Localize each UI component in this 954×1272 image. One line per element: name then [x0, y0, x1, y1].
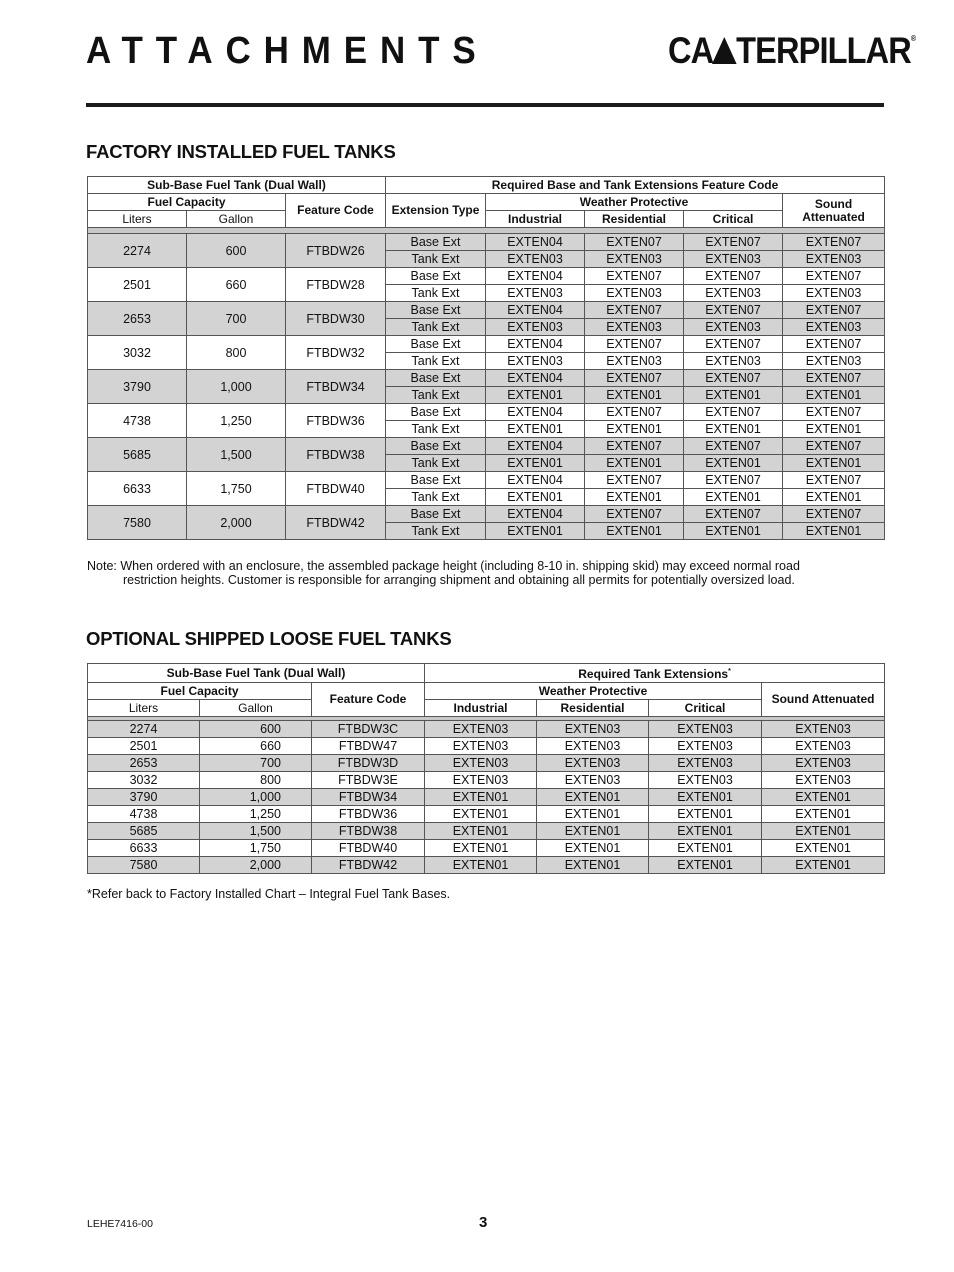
cell-critical: EXTEN07	[684, 472, 783, 489]
table-row	[88, 370, 885, 387]
header-rule	[86, 103, 884, 107]
cell-feature-code: FTBDW47	[312, 738, 425, 755]
cell-sound-attenuated: EXTEN07	[783, 506, 885, 523]
cell-critical: EXTEN07	[684, 404, 783, 421]
header-industrial: Industrial	[425, 700, 537, 717]
cell-industrial: EXTEN03	[425, 738, 537, 755]
cell-critical: EXTEN07	[684, 302, 783, 319]
cell-sound-attenuated: EXTEN01	[783, 523, 885, 540]
cell-industrial: EXTEN04	[486, 336, 585, 353]
table-row	[88, 404, 885, 421]
cell-critical: EXTEN07	[684, 234, 783, 251]
cell-residential: EXTEN03	[585, 353, 684, 370]
cell-liters: 4738	[88, 806, 200, 823]
header-required	[425, 664, 885, 683]
cell-gallon: 660	[200, 738, 312, 755]
cell-critical: EXTEN07	[684, 268, 783, 285]
table-row	[88, 857, 885, 874]
table-row	[88, 268, 885, 285]
cell-residential: EXTEN07	[585, 370, 684, 387]
cell-residential: EXTEN03	[585, 285, 684, 302]
cell-feature-code: FTBDW3E	[312, 772, 425, 789]
cell-feature-code: FTBDW42	[312, 857, 425, 874]
cell-sound-attenuated: EXTEN07	[783, 472, 885, 489]
note-line-2: restriction heights. Customer is responsible for arranging shipment and obtaining all permits for potentially oversized load.	[123, 573, 795, 587]
cell-critical: EXTEN01	[649, 806, 762, 823]
cell-gallon: 1,000	[200, 789, 312, 806]
cell-liters: 6633	[88, 472, 187, 506]
header-critical: Critical	[649, 700, 762, 717]
table-row	[88, 806, 885, 823]
caterpillar-logo: CA TERPILLAR®	[668, 30, 916, 71]
cell-feature-code: FTBDW42	[286, 506, 386, 540]
header-residential: Residential	[537, 700, 649, 717]
cell-feature-code: FTBDW30	[286, 302, 386, 336]
cell-critical: EXTEN01	[649, 840, 762, 857]
cell-industrial: EXTEN01	[425, 823, 537, 840]
cell-critical: EXTEN01	[684, 489, 783, 506]
cell-residential: EXTEN07	[585, 302, 684, 319]
cell-gallon: 600	[187, 234, 286, 268]
cell-gallon: 700	[187, 302, 286, 336]
cell-critical: EXTEN01	[684, 455, 783, 472]
cell-industrial: EXTEN04	[486, 302, 585, 319]
header-sound-attenuated: Sound Attenuated	[783, 194, 885, 228]
cell-liters: 2501	[88, 268, 187, 302]
cell-residential: EXTEN03	[537, 755, 649, 772]
cell-liters: 5685	[88, 823, 200, 840]
cell-liters: 2274	[88, 721, 200, 738]
cell-extension-type: Base Ext	[386, 336, 486, 353]
table-row	[88, 789, 885, 806]
cell-residential: EXTEN01	[537, 857, 649, 874]
cell-liters: 2653	[88, 755, 200, 772]
cell-residential: EXTEN03	[585, 319, 684, 336]
cell-residential: EXTEN03	[537, 772, 649, 789]
cell-residential: EXTEN01	[585, 421, 684, 438]
header-weather-protective: Weather Protective	[425, 683, 762, 700]
cell-feature-code: FTBDW38	[312, 823, 425, 840]
header-feature-code: Feature Code	[312, 683, 425, 717]
cell-residential: EXTEN07	[585, 336, 684, 353]
cell-feature-code: FTBDW3D	[312, 755, 425, 772]
document-id: LEHE7416-00	[87, 1218, 153, 1230]
cell-sound-attenuated: EXTEN07	[783, 302, 885, 319]
cell-sound-attenuated: EXTEN03	[762, 755, 885, 772]
cell-residential: EXTEN01	[537, 823, 649, 840]
cell-sound-attenuated: EXTEN07	[783, 234, 885, 251]
cell-liters: 2653	[88, 302, 187, 336]
header-extension-type: Extension Type	[386, 194, 486, 228]
cell-gallon: 700	[200, 755, 312, 772]
cell-critical: EXTEN03	[684, 251, 783, 268]
header-feature-code: Feature Code	[286, 194, 386, 228]
cell-residential: EXTEN03	[537, 721, 649, 738]
cell-gallon: 1,750	[200, 840, 312, 857]
cell-sound-attenuated: EXTEN03	[783, 319, 885, 336]
cell-industrial: EXTEN03	[425, 755, 537, 772]
cell-critical: EXTEN07	[684, 336, 783, 353]
cell-extension-type: Tank Ext	[386, 489, 486, 506]
cell-extension-type: Tank Ext	[386, 285, 486, 302]
cell-residential: EXTEN07	[585, 438, 684, 455]
cell-extension-type: Base Ext	[386, 506, 486, 523]
cell-liters: 3790	[88, 789, 200, 806]
cell-sound-attenuated: EXTEN07	[783, 336, 885, 353]
cell-industrial: EXTEN04	[486, 234, 585, 251]
cell-industrial: EXTEN01	[425, 789, 537, 806]
section-title-loose: OPTIONAL SHIPPED LOOSE FUEL TANKS	[86, 628, 452, 649]
cell-extension-type: Base Ext	[386, 370, 486, 387]
cell-gallon: 1,750	[187, 472, 286, 506]
header-gallon: Gallon	[187, 211, 286, 228]
cell-sound-attenuated: EXTEN07	[783, 404, 885, 421]
cell-sound-attenuated: EXTEN03	[783, 353, 885, 370]
cell-critical: EXTEN01	[684, 523, 783, 540]
cell-critical: EXTEN01	[684, 421, 783, 438]
cell-residential: EXTEN01	[585, 489, 684, 506]
cell-gallon: 1,000	[187, 370, 286, 404]
table-row	[88, 472, 885, 489]
cell-feature-code: FTBDW38	[286, 438, 386, 472]
cell-residential: EXTEN01	[537, 789, 649, 806]
cell-feature-code: FTBDW28	[286, 268, 386, 302]
cell-gallon: 1,500	[200, 823, 312, 840]
cell-sound-attenuated: EXTEN01	[762, 840, 885, 857]
cell-critical: EXTEN03	[649, 738, 762, 755]
footnote: *Refer back to Factory Installed Chart – Integral Fuel Tank Bases.	[87, 887, 451, 901]
cell-extension-type: Tank Ext	[386, 251, 486, 268]
table-row	[88, 738, 885, 755]
cell-residential: EXTEN01	[537, 806, 649, 823]
cell-feature-code: FTBDW34	[286, 370, 386, 404]
header-sub-base: Sub-Base Fuel Tank (Dual Wall)	[88, 177, 386, 194]
cell-sound-attenuated: EXTEN01	[762, 789, 885, 806]
cell-industrial: EXTEN04	[486, 438, 585, 455]
table-row	[88, 234, 885, 251]
cell-residential: EXTEN03	[585, 251, 684, 268]
cell-gallon: 2,000	[187, 506, 286, 540]
cell-extension-type: Tank Ext	[386, 353, 486, 370]
table-row	[88, 302, 885, 319]
table-row	[88, 772, 885, 789]
cell-gallon: 660	[187, 268, 286, 302]
cell-sound-attenuated: EXTEN03	[762, 772, 885, 789]
loose-fuel-tanks-table	[87, 663, 885, 874]
header-sound-attenuated: Sound Attenuated	[762, 683, 885, 717]
header-liters: Liters	[88, 211, 187, 228]
cell-industrial: EXTEN01	[425, 857, 537, 874]
cell-sound-attenuated: EXTEN07	[783, 268, 885, 285]
cell-extension-type: Base Ext	[386, 438, 486, 455]
table-row	[88, 438, 885, 455]
cell-residential: EXTEN07	[585, 268, 684, 285]
cell-critical: EXTEN03	[684, 319, 783, 336]
cell-industrial: EXTEN04	[486, 472, 585, 489]
cell-extension-type: Tank Ext	[386, 523, 486, 540]
factory-note	[87, 559, 887, 587]
cell-gallon: 1,500	[187, 438, 286, 472]
cell-liters: 3790	[88, 370, 187, 404]
header-critical: Critical	[684, 211, 783, 228]
header-industrial: Industrial	[486, 211, 585, 228]
cell-liters: 2501	[88, 738, 200, 755]
cell-industrial: EXTEN01	[486, 421, 585, 438]
cell-feature-code: FTBDW36	[312, 806, 425, 823]
cell-residential: EXTEN07	[585, 506, 684, 523]
cell-gallon: 1,250	[200, 806, 312, 823]
cell-liters: 3032	[88, 772, 200, 789]
cell-sound-attenuated: EXTEN03	[762, 721, 885, 738]
cell-sound-attenuated: EXTEN03	[783, 251, 885, 268]
cell-critical: EXTEN07	[684, 370, 783, 387]
cell-sound-attenuated: EXTEN03	[783, 285, 885, 302]
cell-liters: 5685	[88, 438, 187, 472]
cell-residential: EXTEN07	[585, 234, 684, 251]
cell-critical: EXTEN03	[684, 353, 783, 370]
header-required-label: Required Tank Extensions	[578, 667, 729, 681]
cell-critical: EXTEN01	[649, 857, 762, 874]
cell-extension-type: Base Ext	[386, 472, 486, 489]
cell-critical: EXTEN03	[649, 755, 762, 772]
cell-residential: EXTEN03	[537, 738, 649, 755]
cell-extension-type: Base Ext	[386, 268, 486, 285]
cell-industrial: EXTEN01	[486, 489, 585, 506]
cell-residential: EXTEN01	[585, 523, 684, 540]
cell-sound-attenuated: EXTEN07	[783, 370, 885, 387]
cell-industrial: EXTEN01	[425, 840, 537, 857]
table-row	[88, 506, 885, 523]
header-liters: Liters	[88, 700, 200, 717]
cell-residential: EXTEN07	[585, 404, 684, 421]
cell-industrial: EXTEN01	[486, 387, 585, 404]
cell-liters: 7580	[88, 857, 200, 874]
cell-critical: EXTEN01	[684, 387, 783, 404]
cell-sound-attenuated: EXTEN01	[783, 455, 885, 472]
cell-feature-code: FTBDW3C	[312, 721, 425, 738]
cell-industrial: EXTEN03	[425, 721, 537, 738]
header-weather-protective: Weather Protective	[486, 194, 783, 211]
cell-industrial: EXTEN03	[486, 353, 585, 370]
cell-industrial: EXTEN03	[486, 251, 585, 268]
cell-sound-attenuated: EXTEN07	[783, 438, 885, 455]
table-row	[88, 755, 885, 772]
cell-critical: EXTEN03	[649, 721, 762, 738]
cell-sound-attenuated: EXTEN01	[783, 489, 885, 506]
header-fuel-capacity: Fuel Capacity	[88, 194, 286, 211]
cell-residential: EXTEN07	[585, 472, 684, 489]
header-residential: Residential	[585, 211, 684, 228]
cell-critical: EXTEN01	[649, 823, 762, 840]
cell-extension-type: Tank Ext	[386, 455, 486, 472]
cell-critical: EXTEN07	[684, 506, 783, 523]
cell-sound-attenuated: EXTEN01	[762, 806, 885, 823]
cell-industrial: EXTEN03	[425, 772, 537, 789]
cell-feature-code: FTBDW36	[286, 404, 386, 438]
page-title: ATTACHMENTS	[86, 30, 489, 72]
cell-liters: 4738	[88, 404, 187, 438]
cell-industrial: EXTEN04	[486, 268, 585, 285]
cell-residential: EXTEN01	[585, 455, 684, 472]
cell-liters: 2274	[88, 234, 187, 268]
cell-feature-code: FTBDW34	[312, 789, 425, 806]
cell-sound-attenuated: EXTEN03	[762, 738, 885, 755]
cell-industrial: EXTEN04	[486, 506, 585, 523]
cell-feature-code: FTBDW26	[286, 234, 386, 268]
cell-residential: EXTEN01	[537, 840, 649, 857]
cell-industrial: EXTEN03	[486, 285, 585, 302]
cell-sound-attenuated: EXTEN01	[783, 387, 885, 404]
table-row	[88, 840, 885, 857]
cell-critical: EXTEN03	[649, 772, 762, 789]
cell-liters: 6633	[88, 840, 200, 857]
cell-gallon: 2,000	[200, 857, 312, 874]
cell-liters: 3032	[88, 336, 187, 370]
cell-extension-type: Tank Ext	[386, 387, 486, 404]
header-required: Required Base and Tank Extensions Feature Code	[386, 177, 885, 194]
table-row	[88, 823, 885, 840]
cell-extension-type: Base Ext	[386, 302, 486, 319]
cell-gallon: 800	[200, 772, 312, 789]
header-gallon: Gallon	[200, 700, 312, 717]
cell-industrial: EXTEN01	[486, 455, 585, 472]
cell-industrial: EXTEN01	[425, 806, 537, 823]
cell-liters: 7580	[88, 506, 187, 540]
cell-critical: EXTEN03	[684, 285, 783, 302]
cell-industrial: EXTEN04	[486, 404, 585, 421]
cell-industrial: EXTEN01	[486, 523, 585, 540]
cell-extension-type: Base Ext	[386, 234, 486, 251]
table-row	[88, 721, 885, 738]
cell-extension-type: Tank Ext	[386, 421, 486, 438]
cell-gallon: 1,250	[187, 404, 286, 438]
header-sub-base: Sub-Base Fuel Tank (Dual Wall)	[88, 664, 425, 683]
cell-feature-code: FTBDW40	[312, 840, 425, 857]
cell-gallon: 800	[187, 336, 286, 370]
cell-feature-code: FTBDW40	[286, 472, 386, 506]
note-line-1: Note: When ordered with an enclosure, the assembled package height (including 8-10 in. shipping skid) may exceed normal road	[87, 559, 800, 573]
cell-sound-attenuated: EXTEN01	[762, 857, 885, 874]
cell-feature-code: FTBDW32	[286, 336, 386, 370]
cell-critical: EXTEN01	[649, 789, 762, 806]
factory-fuel-tanks-table	[87, 176, 885, 540]
header-required-mark: *	[728, 668, 731, 675]
header-fuel-capacity: Fuel Capacity	[88, 683, 312, 700]
table-row	[88, 336, 885, 353]
cell-residential: EXTEN01	[585, 387, 684, 404]
page-number: 3	[479, 1214, 488, 1231]
cell-sound-attenuated: EXTEN01	[783, 421, 885, 438]
cell-industrial: EXTEN03	[486, 319, 585, 336]
cell-critical: EXTEN07	[684, 438, 783, 455]
section-title-factory: FACTORY INSTALLED FUEL TANKS	[86, 141, 396, 162]
cell-gallon: 600	[200, 721, 312, 738]
cell-extension-type: Base Ext	[386, 404, 486, 421]
cell-extension-type: Tank Ext	[386, 319, 486, 336]
cell-industrial: EXTEN04	[486, 370, 585, 387]
cell-sound-attenuated: EXTEN01	[762, 823, 885, 840]
